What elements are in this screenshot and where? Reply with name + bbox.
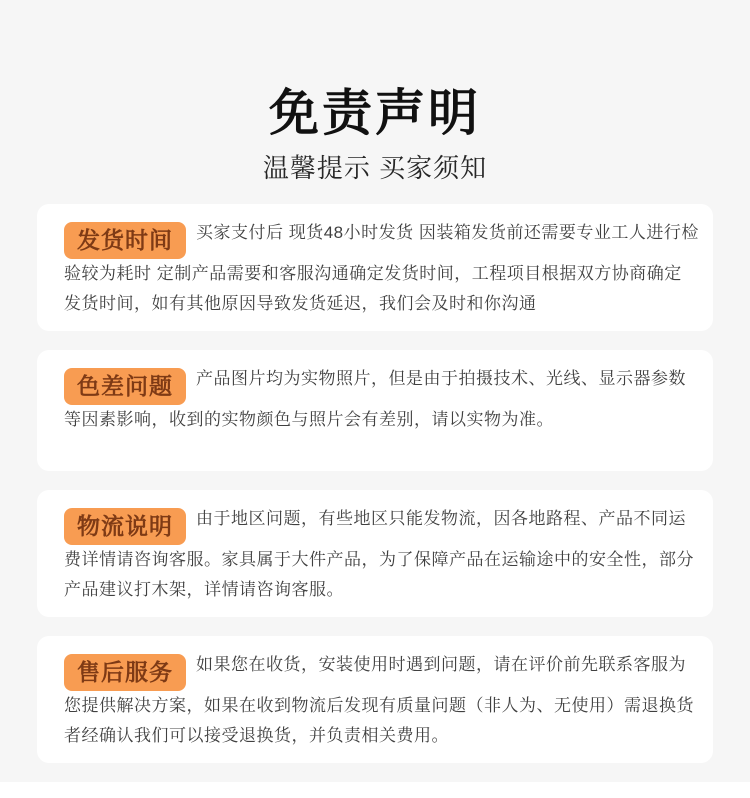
page-header: [0, 0, 750, 183]
section-badge-logistics: 物流说明: [64, 508, 186, 545]
section-paragraph: [64, 504, 699, 605]
section-text-color-difference: 产品图片均为实物照片，但是由于拍摄技术、光线、显示器参数等因素影响，收到的实物颜色与照片会有差别，请以实物为准。: [64, 369, 686, 429]
section-badge-after-sales: 售后服务: [64, 654, 186, 691]
bottom-white-strip: [0, 782, 750, 798]
disclaimer-card-shipping-time: [37, 204, 713, 331]
disclaimer-sections: [0, 204, 750, 763]
section-text-logistics: 由于地区问题，有些地区只能发物流，因各地路程、产品不同运费详情请咨询客服。家具属于大件产品，为了保障产品在运输途中的安全性，部分产品建议打木架，详情请咨询客服。: [64, 509, 694, 599]
page-title: 免责声明: [269, 85, 481, 141]
section-badge-color-difference: 色差问题: [64, 368, 186, 405]
section-paragraph: [64, 364, 699, 435]
section-badge-shipping-time: 发货时间: [64, 222, 186, 259]
disclaimer-card-after-sales: [37, 636, 713, 763]
page-subtitle: 温馨提示 买家须知: [262, 153, 488, 183]
section-paragraph: [64, 650, 699, 751]
disclaimer-card-logistics: [37, 490, 713, 617]
section-paragraph: [64, 218, 699, 319]
section-text-shipping-time: 买家支付后 现货48小时发货 因装箱发货前还需要专业工人进行检验较为耗时 定制产品需要和客服沟通确定发货时间，工程项目根据双方协商确定发货时间，如有其他原因导致发货延迟，我们会及时和你沟通: [64, 223, 699, 313]
section-text-after-sales: 如果您在收货，安装使用时遇到问题，请在评价前先联系客服为您提供解决方案，如果在收到物流后发现有质量问题（非人为、无使用）需退换货者经确认我们可以接受退换货，并负责相关费用。: [64, 655, 694, 745]
disclaimer-card-color-difference: [37, 350, 713, 471]
